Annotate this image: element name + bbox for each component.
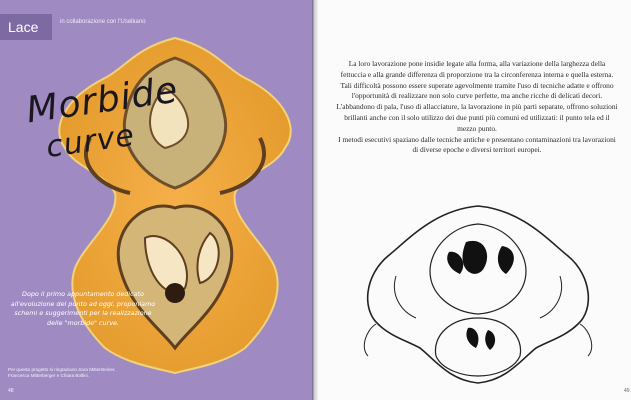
page-number-right: 49: [624, 388, 630, 394]
title-line-1: Morbide: [23, 69, 181, 132]
photo-credit: Per questo progetto si ringraziano Sara Mittersteiner, Francesca Mitterberger e Chiara Bollini.: [8, 367, 116, 378]
title-line-2: curve: [43, 117, 138, 166]
intro-text: Dopo il primo appuntamento dedicato all'evoluzione del punto ad oggi, proponiamo schemi e suggerimenti per la realizzazione delle "morbide" curve.: [10, 290, 156, 327]
lace-pattern-drawing: [356, 198, 600, 388]
paragraph-3: I metodi esecutivi spaziano dalle tecniche antiche e presentano contaminazioni tra lavorazioni di diverse epoche e diversi territori europei.: [338, 134, 616, 155]
right-page: [318, 0, 631, 400]
body-text: [336, 59, 618, 156]
left-page: [0, 0, 312, 400]
paragraph-2: Tali difficoltà possono essere superate agevolmente tramite l'uso di tecniche adatte e offrono l'opportunità di realizzare non solo curve perfette, ma anche ricche di delicati decori. L'abbandono di pala, l'uso di allacciature, la lavorazione in più parti separate, offrono soluzioni brillanti anche con il solo utilizzo dei due punti più comuni ed utilizzati: il punto tela ed il mezzo punto.: [336, 80, 618, 133]
section-label: Lace: [0, 14, 52, 40]
page-number-left: 48: [8, 388, 14, 394]
header-subtitle: in collaborazione con l'Uselkano: [60, 19, 146, 25]
paragraph-1: La loro lavorazione pone insidie legate alla forma, alla variazione della larghezza della fettuccia e alla grande differenza di proporzione tra la circonferenza interna e quella esterna.: [340, 59, 614, 79]
